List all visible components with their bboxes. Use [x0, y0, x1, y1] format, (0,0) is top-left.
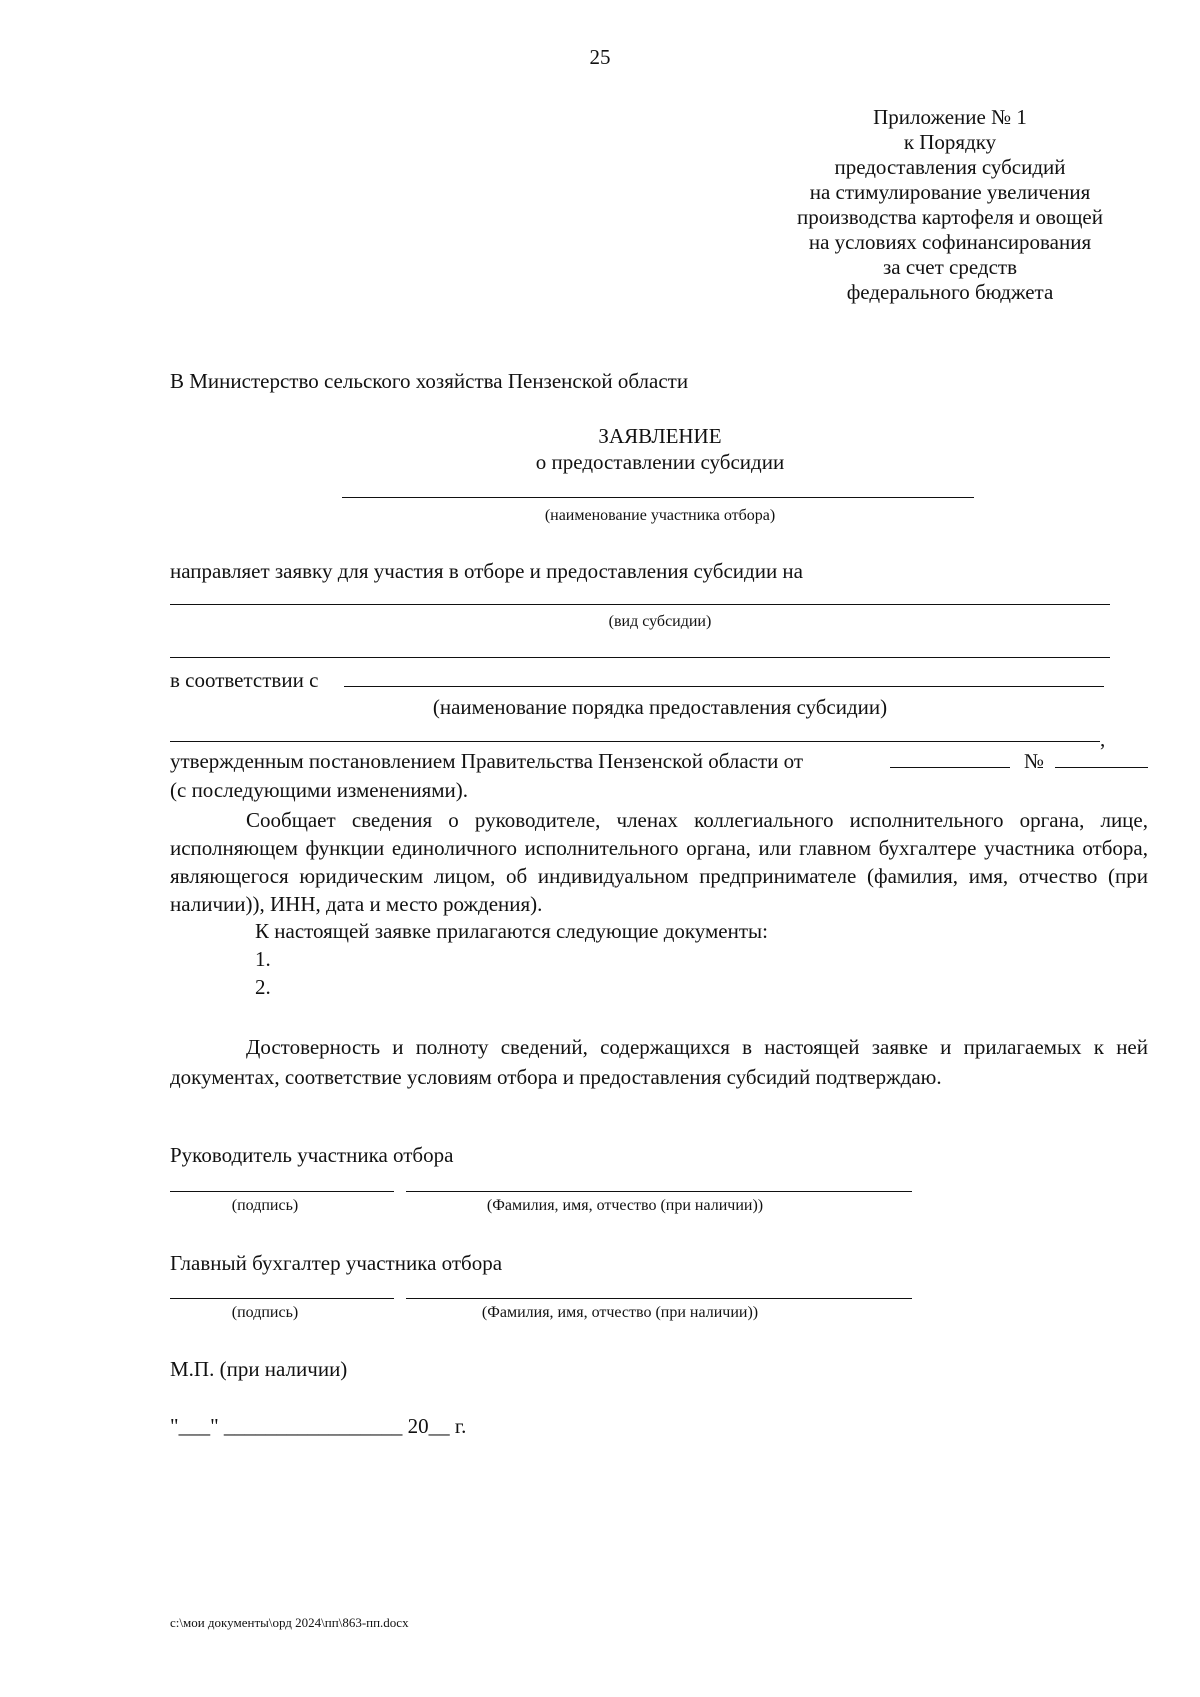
attachments-intro: К настоящей заявке прилагаются следующие документы: [255, 919, 768, 943]
amendments: (с последующими изменениями). [170, 778, 469, 802]
footer-file-path: c:\мои документы\орд 2024\пп\863-пп.docx [170, 1615, 409, 1630]
head-fio-line [406, 1191, 912, 1192]
subsidy-type-line [170, 604, 1110, 605]
attachment-item: 1. [255, 947, 271, 971]
document-subtitle: о предоставлении субсидии [535, 450, 785, 474]
number-sign: № [1024, 749, 1045, 773]
approved-text: утвержденным постановлением Правительства Пензенской области от [170, 749, 804, 773]
attachment-item: 2. [255, 975, 271, 999]
procedure-continuation-line [170, 741, 1100, 742]
accountant-fio-line [406, 1298, 912, 1299]
info-paragraph: Сообщает сведения о руководителе, членах коллегиального исполнительного органа, лице, исполняющем функции единоличного исполнительного органа, или главном бухгалтере участника отбора, являющегося юридическим лицом, об индивидуальном предпринимателе (фамилия, имя, отчество (при наличии)), ИНН, дата и место рождения). [170, 808, 1148, 916]
addressee: В Министерство сельского хозяйства Пензенской области [170, 369, 689, 393]
procedure-name-line [344, 686, 1104, 687]
confirmation-paragraph: Достоверность и полноту сведений, содержащихся в настоящей заявке и прилагаемых к ней документах, соответствие условиям отбора и предоставления субсидий подтверждаю. [170, 1035, 1148, 1089]
participant-caption: (наименование участника отбора) [544, 507, 776, 524]
appendix-line: за счет средств [882, 255, 1018, 279]
accordance-prefix: в соответствии с [170, 668, 319, 692]
head-label: Руководитель участника отбора [170, 1143, 454, 1167]
accountant-signature-line [170, 1298, 394, 1299]
appendix-line: предоставления субсидий [834, 155, 1066, 179]
accountant-fio-caption: (Фамилия, имя, отчество (при наличии)) [481, 1304, 759, 1321]
appendix-line: производства картофеля и овощей [797, 205, 1103, 229]
participant-name-line [342, 497, 974, 498]
appendix-line: федерального бюджета [846, 280, 1054, 304]
comma: , [1100, 727, 1106, 751]
direction-text: направляет заявку для участия в отборе и предоставления субсидии на [170, 559, 803, 583]
stamp-label: М.П. (при наличии) [170, 1357, 348, 1381]
subsidy-type-caption: (вид субсидии) [608, 613, 712, 630]
document-title: ЗАЯВЛЕНИЕ [598, 424, 722, 448]
appendix-line: на стимулирование увеличения [809, 180, 1091, 204]
approval-date-line [890, 767, 1010, 768]
appendix-line: на условиях софинансирования [808, 230, 1092, 254]
procedure-caption: (наименование порядка предоставления субсидии) [432, 695, 888, 719]
blank-line [170, 657, 1110, 658]
head-signature-caption: (подпись) [231, 1197, 299, 1214]
accountant-signature-caption: (подпись) [231, 1304, 299, 1321]
appendix-line: Приложение № 1 [873, 105, 1027, 129]
accountant-label: Главный бухгалтер участника отбора [170, 1251, 503, 1275]
approval-number-line [1055, 767, 1148, 768]
head-fio-caption: (Фамилия, имя, отчество (при наличии)) [486, 1197, 764, 1214]
page-number: 25 [589, 45, 611, 69]
appendix-line: к Порядку [903, 130, 997, 154]
head-signature-line [170, 1191, 394, 1192]
date-line: "___" _________________ 20__ г. [170, 1414, 467, 1438]
